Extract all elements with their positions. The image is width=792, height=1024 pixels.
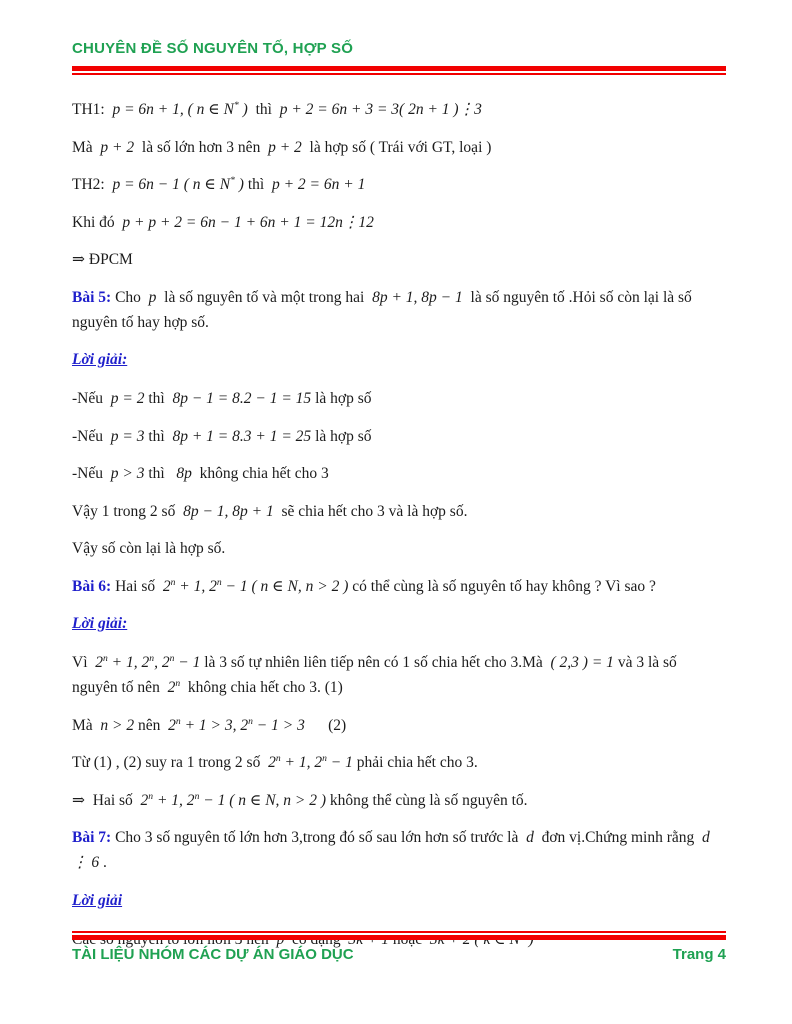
text-run: + 1, 2: [175, 577, 217, 595]
text-run: nên: [134, 716, 169, 734]
text-run: thì: [144, 465, 177, 482]
text-run: ): [234, 176, 244, 193]
text-run: n: [248, 715, 253, 727]
text-run: p = 6n − 1 ( n ∈ N: [112, 176, 231, 193]
text-run: 2: [162, 577, 171, 595]
text-run: d: [526, 829, 534, 846]
text-run: không chia hết cho 3: [191, 465, 329, 482]
exercise-7: [72, 825, 724, 875]
text-run: n: [275, 752, 281, 764]
text-run: 8p + 1, 8p − 1: [372, 288, 463, 306]
text-run: Khi đó: [72, 213, 123, 231]
footer-document-title: TÀI LIỆU NHÓM CÁC DỰ ÁN GIÁO DỤC: [72, 946, 354, 963]
text-run: ĐPCM: [88, 251, 133, 268]
text-run: Lời giải:: [72, 351, 128, 368]
text-run: − 1 ( n ∈ N, n > 2 ): [221, 577, 349, 595]
text-run: sẽ chia hết cho 3 và là hợp số.: [273, 502, 468, 520]
text-run: thì: [144, 390, 173, 407]
header-title: CHUYÊN ĐỀ SỐ NGUYÊN TỐ, HỢP SỐ: [72, 40, 354, 57]
conclusion-6: [72, 788, 724, 813]
text-run: n: [170, 576, 176, 588]
case-th1-conclusion: [72, 135, 724, 160]
text-run: *: [234, 99, 239, 111]
case-p2: [72, 386, 724, 411]
text-run: có thể cùng là số nguyên tố hay không ? Vì sao ?: [348, 577, 656, 595]
exercise-label: Bài 7:: [72, 829, 112, 846]
case-p3: [72, 424, 724, 449]
text-run: + 1, 2: [153, 791, 195, 809]
text-run: 2: [95, 654, 103, 671]
text-run: n: [322, 752, 327, 764]
exercise-label: Bài 5:: [72, 288, 112, 306]
solution-heading-7: [72, 888, 724, 913]
text-run: là hợp số: [311, 427, 372, 445]
case-th1: [72, 97, 724, 122]
footer-divider: [72, 931, 726, 940]
text-run: ⇒: [72, 791, 93, 809]
text-run: ): [238, 101, 248, 118]
text-run: ( 2,3 ) = 1: [550, 654, 614, 671]
text-run: là 3 số tự nhiên liên tiếp nên có 1 số chia hết cho 3.Mà: [200, 654, 551, 671]
text-run: 8p − 1 = 8.2 − 1 = 15: [172, 390, 312, 407]
text-run: là số lớn hơn 3 nên: [134, 138, 269, 156]
text-run: thì: [243, 176, 272, 193]
text-run: d ⋮ 6: [72, 829, 714, 871]
text-run: -Nếu: [72, 465, 111, 482]
text-run: − 1: [174, 654, 201, 671]
exercise-6: [72, 574, 724, 599]
text-run: và 3 là số nguyên tố nên: [72, 654, 681, 696]
page-footer: [72, 931, 726, 963]
text-run: thì: [247, 101, 280, 118]
text-run: không chia hết cho 3. (1): [180, 679, 343, 696]
text-run: − 1 ( n ∈ N, n > 2 ): [199, 791, 327, 809]
text-run: p = 6n + 1, ( n ∈ N: [112, 101, 234, 118]
text-run: đơn vị.Chứng minh rằng: [533, 829, 702, 846]
text-run: p > 3: [110, 465, 145, 482]
text-run: n: [175, 677, 181, 689]
text-run: không thể cùng là số nguyên tố.: [326, 791, 528, 809]
text-run: Mà: [72, 716, 101, 734]
text-run: 2: [167, 679, 176, 696]
text-run: n: [169, 652, 175, 664]
case-th2: [72, 172, 724, 197]
text-run: p + 2: [268, 138, 302, 156]
text-run: ⇒: [72, 251, 89, 268]
text-run: 8p − 1, 8p + 1: [183, 502, 274, 520]
text-run: p: [148, 288, 157, 306]
text-run: -Nếu: [72, 390, 111, 407]
text-run: 2: [268, 754, 276, 771]
text-run: (2): [304, 716, 347, 734]
text-run: 8p: [176, 465, 192, 482]
header-divider-thin-line: [72, 73, 726, 75]
text-run: Lời giải:: [72, 615, 128, 632]
text-run: phải chia hết cho 3.: [352, 754, 478, 771]
text-run: n: [175, 715, 181, 727]
text-run: n: [103, 652, 108, 664]
exercise-5: [72, 285, 724, 335]
text-run: + 1 > 3, 2: [180, 716, 249, 734]
conclusion-5a: [72, 499, 724, 524]
page-header: [72, 40, 726, 75]
text-run: Hai số: [111, 577, 163, 595]
text-run: -Nếu: [72, 427, 111, 445]
argument-6c: [72, 750, 724, 775]
text-run: Vậy 1 trong 2 số: [72, 502, 184, 520]
text-run: là hợp số ( Trái với GT, loại ): [301, 138, 492, 156]
exercise-label: Bài 6:: [72, 577, 112, 595]
text-run: Mà: [72, 138, 101, 156]
text-run: p + 2: [100, 138, 135, 156]
text-run: 2: [140, 791, 149, 809]
text-run: là số nguyên tố .Hỏi số còn lại là số nguyên tố hay hợp số.: [72, 288, 696, 331]
text-run: TH1:: [72, 101, 113, 118]
text-run: Từ (1) , (2) suy ra 1 trong 2 số: [72, 754, 269, 771]
text-run: , 2: [154, 654, 170, 671]
text-run: Vì: [72, 654, 96, 671]
text-run: là số nguyên tố và một trong hai: [156, 288, 373, 306]
solution-heading-5: [72, 347, 724, 372]
text-run: p + p + 2 = 6n − 1 + 6n + 1 = 12n⋮12: [122, 213, 374, 231]
text-run: là hợp số: [311, 390, 372, 407]
text-run: Cho: [111, 288, 149, 306]
text-run: p = 3: [110, 427, 145, 445]
case-p-gt-3: [72, 461, 724, 486]
header-divider: [72, 66, 726, 75]
text-run: − 1 > 3: [252, 716, 305, 734]
argument-6b: [72, 713, 724, 738]
text-run: − 1: [326, 754, 353, 771]
text-run: TH2:: [72, 176, 113, 193]
solution-heading-6: [72, 611, 724, 636]
text-run: Cho 3 số nguyên tố lớn hơn 3,trong đó số sau lớn hơn số trước là: [111, 829, 527, 846]
text-run: .: [99, 854, 107, 871]
case-th2-sum: [72, 210, 724, 235]
conclusion-5b: [72, 536, 724, 561]
text-run: Lời giải: [72, 891, 123, 909]
text-run: n > 2: [100, 716, 135, 734]
text-run: Hai số: [92, 791, 141, 809]
qed-line: [72, 247, 724, 272]
document-body: [72, 97, 724, 964]
text-run: thì: [144, 427, 173, 445]
text-run: + 1, 2: [280, 754, 323, 771]
text-run: n: [194, 790, 200, 802]
text-run: + 1, 2: [107, 654, 150, 671]
page-number: Trang 4: [672, 946, 726, 963]
text-run: n: [149, 652, 155, 664]
footer-divider-thick-line: [72, 935, 726, 940]
text-run: *: [230, 174, 235, 186]
argument-6a: [72, 650, 724, 700]
text-run: p + 2 = 6n + 3 = 3( 2n + 1 )⋮3: [279, 101, 482, 118]
text-run: n: [216, 576, 222, 588]
text-run: 8p + 1 = 8.3 + 1 = 25: [172, 427, 312, 445]
text-run: 2: [168, 716, 176, 734]
text-run: Vậy số còn lại là hợp số.: [72, 540, 226, 557]
text-run: p = 2: [110, 390, 145, 407]
text-run: p + 2 = 6n + 1: [271, 176, 366, 193]
text-run: n: [148, 790, 154, 802]
